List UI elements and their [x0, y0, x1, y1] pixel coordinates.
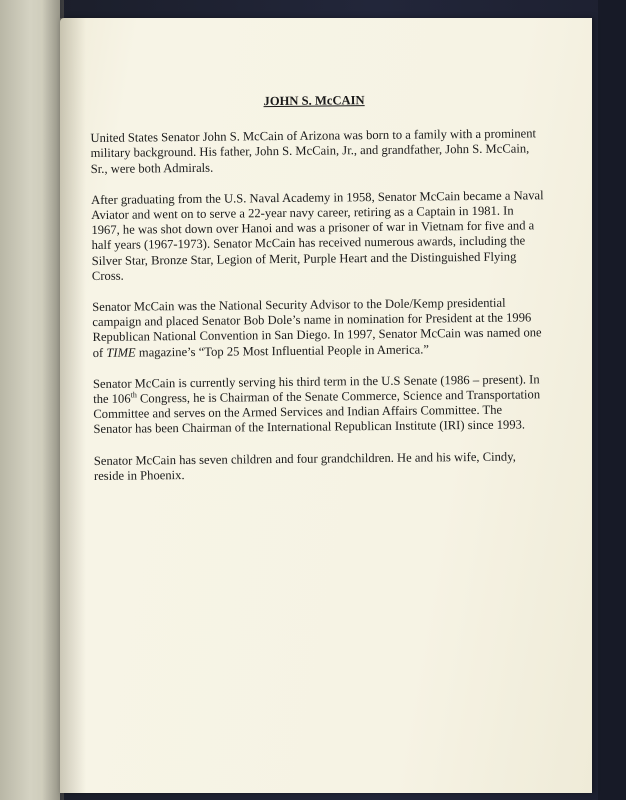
text-line: Sr., were both Admirals.: [90, 160, 214, 176]
text-line: Senator McCain was the National Security Advisor to the Dole/Kemp presidential: [92, 295, 506, 315]
paragraph-senate-service: [92, 372, 541, 437]
text-fragment: of: [92, 345, 107, 360]
text-line: United States Senator John S. McCain of Arizona was born to a family with a prominent: [90, 126, 537, 146]
text-line: After graduating from the U.S. Naval Academy in 1958, Senator McCain became a Naval: [91, 188, 544, 207]
text-line: half years (1967-1973). Senator McCain has received numerous awards, including the: [91, 233, 526, 253]
document-page: [60, 18, 592, 793]
paragraph-family-life: [94, 449, 534, 484]
text-line: 1967, he was shot down over Hanoi and was a prisoner of war in Vietnam for five and a: [91, 218, 535, 238]
paragraph-military-career: [91, 188, 544, 284]
page-fold-shadow: [60, 18, 86, 793]
text-line: reside in Phoenix.: [93, 467, 185, 483]
background-edge: [598, 0, 626, 800]
text-line: Committee and serves on the Armed Services and Indian Affairs Committee. The: [93, 402, 503, 422]
text-line: Senator McCain is currently serving his third term in the U.S Senate (1986 – present). In: [92, 372, 540, 391]
text-line: Republican National Convention in San Diego. In 1997, Senator McCain was named one: [92, 325, 542, 345]
text-line: Aviator and went on to serve a 22-year navy career, retiring as a Captain in 1981. In: [91, 203, 514, 223]
text-line: Senator McCain has seven children and four grandchildren. He and his wife, Cindy,: [93, 449, 516, 468]
paragraph-family: [90, 126, 537, 177]
page-title: JOHN S. McCAIN: [263, 93, 365, 109]
text-fragment: Congress, he is Chairman of the Senate Commerce, Science and Transportation: [136, 387, 541, 406]
ordinal-superscript: th: [130, 390, 137, 400]
text-line: Senator has been Chairman of the International Republican Institute (IRI) since 1993.: [93, 417, 526, 437]
biography-content: [90, 91, 544, 500]
text-line: [93, 341, 533, 361]
text-line: Cross.: [91, 268, 124, 283]
text-line: campaign and placed Senator Bob Dole’s name in nomination for President at the 1996: [92, 310, 532, 330]
text-line: military background. His father, John S. McCain, Jr., and grandfather, John S. McCain,: [90, 141, 530, 161]
text-fragment: the 106: [93, 391, 131, 407]
text-fragment: magazine’s “Top 25 Most Influential People in America.”: [135, 342, 430, 360]
magazine-title: TIME: [106, 345, 136, 360]
paragraph-political-campaign: [92, 295, 542, 360]
text-line: Silver Star, Bronze Star, Legion of Merit, Purple Heart and the Distinguished Flying: [91, 249, 517, 268]
